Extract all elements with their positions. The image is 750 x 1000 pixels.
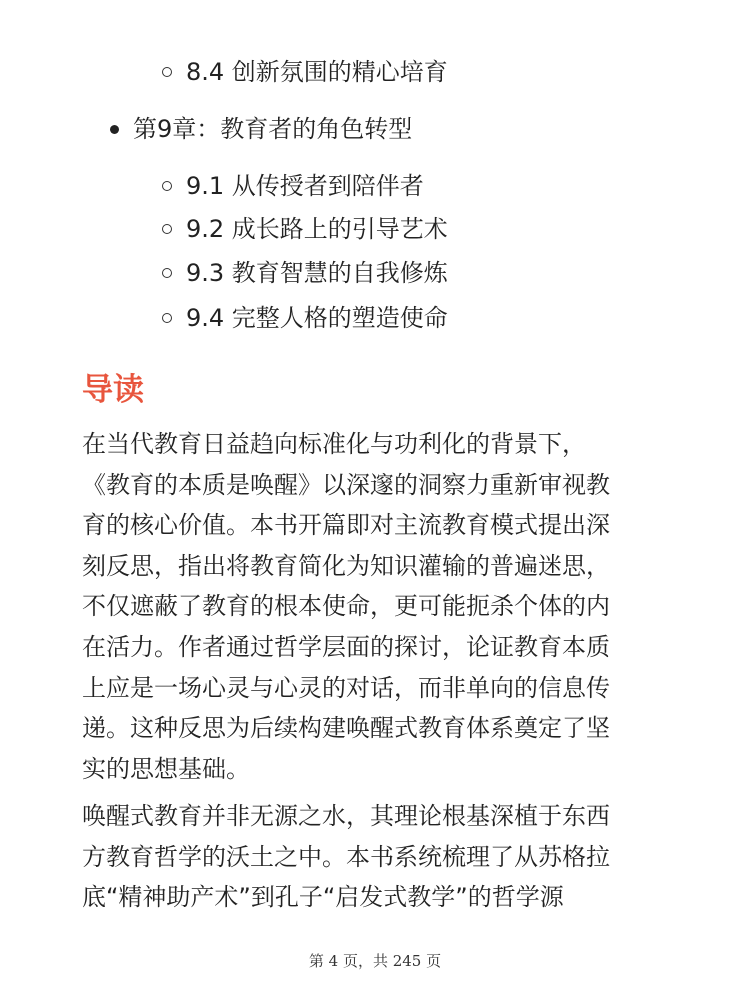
filled-bullet-icon <box>110 125 119 134</box>
hollow-bullet-icon <box>162 313 172 323</box>
paragraph-line: 实的思想基础。 <box>82 754 250 783</box>
paragraph-line: 在活力。作者通过哲学层面的探讨，论证教育本质 <box>82 632 610 661</box>
paragraph-line: 唤醒式教育并非无源之水，其理论根基深植于东西 <box>82 802 610 830</box>
outline-subitem-9-2 <box>162 214 448 244</box>
paragraph-line: 在当代教育日益趋向标准化与功利化的背景下， <box>82 430 586 458</box>
outline-subitem-label: 9.4 完整人格的塑造使命 <box>186 304 448 332</box>
paragraph-line: 育的核心价值。本书开篇即对主流教育模式提出深 <box>82 511 610 540</box>
paragraph-line: 递。这种反思为后续构建唤醒式教育体系奠定了坚 <box>82 714 610 743</box>
section-heading: 导读 <box>82 372 144 408</box>
hollow-bullet-icon <box>162 224 172 234</box>
hollow-bullet-icon <box>162 268 172 278</box>
outline-chapter-9 <box>110 114 412 144</box>
paragraph-line: 刻反思，指出将教育简化为知识灌输的普遍迷思， <box>82 551 610 580</box>
hollow-bullet-icon <box>162 67 172 77</box>
hollow-bullet-icon <box>162 181 172 191</box>
outline-subitem-9-3 <box>162 258 448 288</box>
outline-subitem-label: 8.4 创新氛围的精心培育 <box>186 58 448 86</box>
paragraph-line: 《教育的本质是唤醒》以深邃的洞察力重新审视教 <box>82 470 610 499</box>
intro-paragraph-2 <box>82 796 682 918</box>
outline-subitem-label: 9.3 教育智慧的自我修炼 <box>186 259 448 287</box>
intro-paragraph-1 <box>82 424 682 789</box>
paragraph-line: 不仅遮蔽了教育的根本使命，更可能扼杀个体的内 <box>82 592 610 621</box>
paragraph-line: 方教育哲学的沃土之中。本书系统梳理了从苏格拉 <box>82 842 610 871</box>
outline-subitem-8-4 <box>162 57 448 87</box>
outline-subitem-label: 9.2 成长路上的引导艺术 <box>186 215 448 243</box>
outline-subitem-9-4 <box>162 303 448 333</box>
paragraph-line: 底“精神助产术”到孔子“启发式教学”的哲学源 <box>82 883 564 912</box>
page-number-footer: 第 4 页，共 245 页 <box>308 952 442 970</box>
outline-subitem-label: 9.1 从传授者到陪伴者 <box>186 172 424 200</box>
outline-subitem-9-1 <box>162 171 424 201</box>
paragraph-line: 上应是一场心灵与心灵的对话，而非单向的信息传 <box>82 673 610 702</box>
outline-chapter-label: 第9章：教育者的角色转型 <box>133 115 413 143</box>
